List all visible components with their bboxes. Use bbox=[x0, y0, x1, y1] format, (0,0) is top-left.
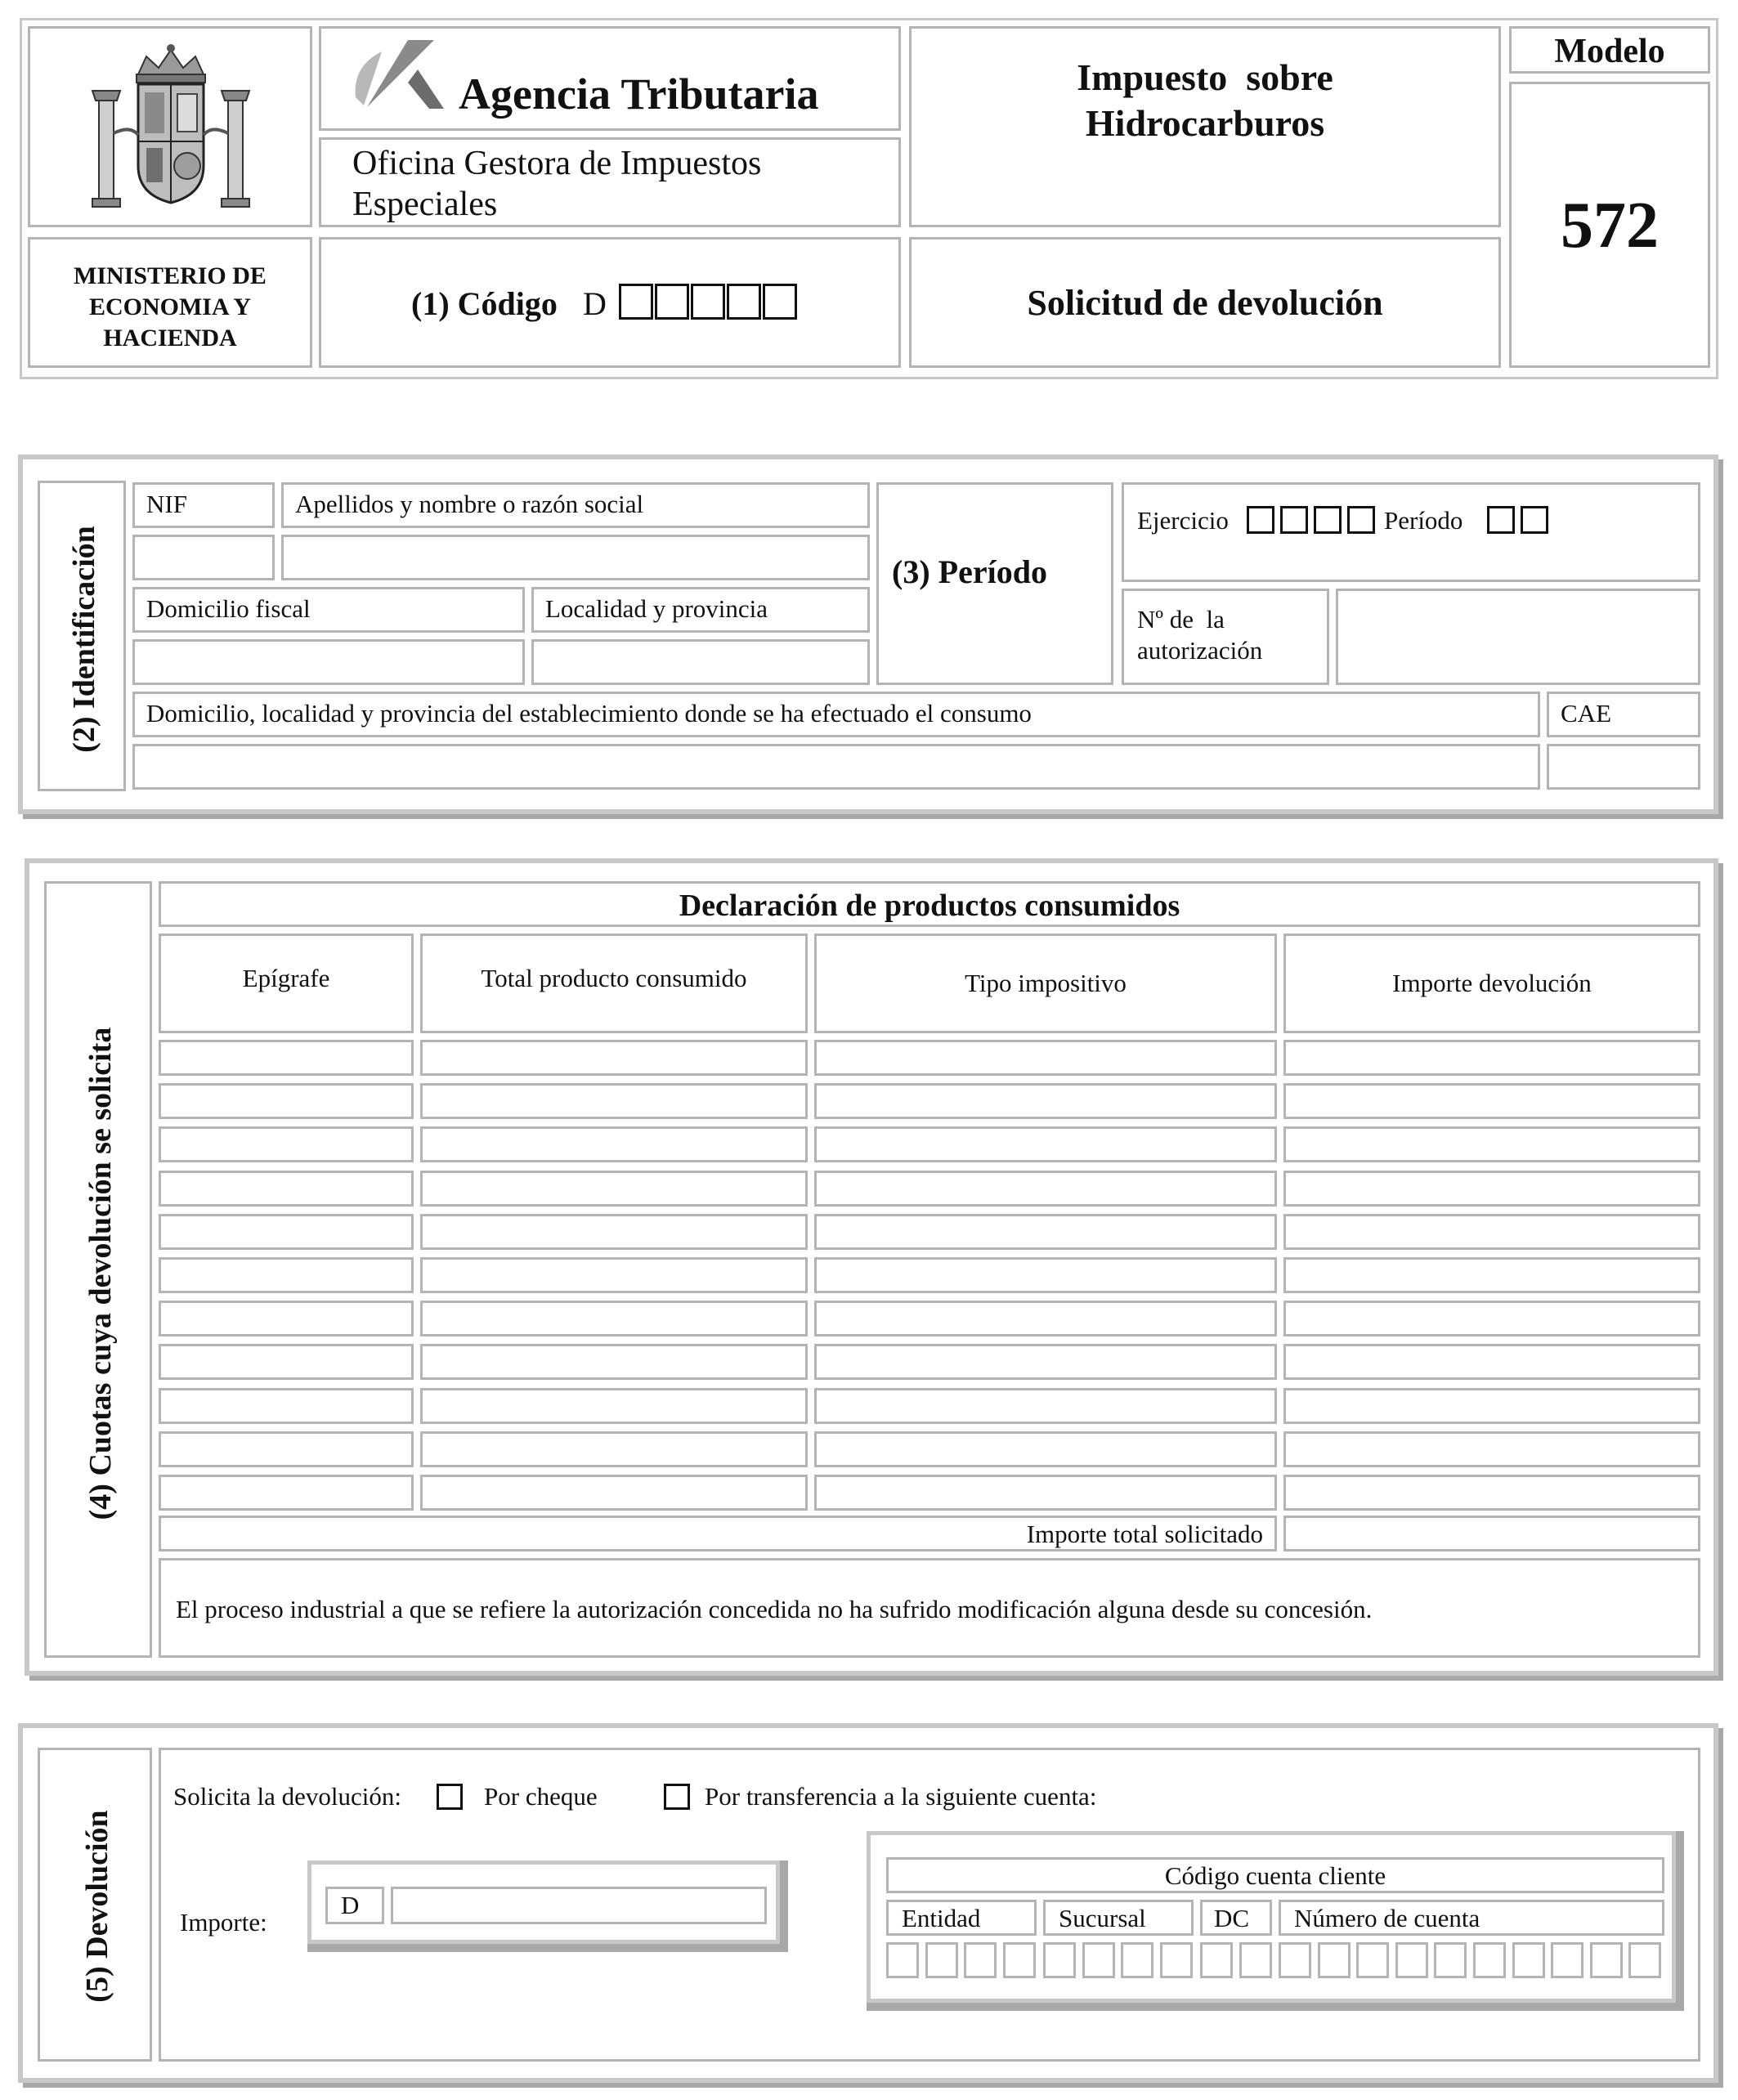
importe-devolucion-input[interactable] bbox=[1283, 1171, 1700, 1207]
tipo-impositivo-input[interactable] bbox=[814, 1431, 1277, 1467]
ccc-entidad-digit[interactable] bbox=[886, 1942, 919, 1978]
form-title-cell bbox=[909, 237, 1501, 368]
ccc-dc-digit[interactable] bbox=[1239, 1942, 1272, 1978]
domicilio-label-cell bbox=[132, 587, 525, 633]
importe-devolucion-input[interactable] bbox=[1283, 1388, 1700, 1424]
localidad-label-cell bbox=[531, 587, 870, 633]
periodo-label: Período bbox=[1384, 506, 1463, 535]
modelo-label-cell bbox=[1509, 26, 1710, 74]
total-producto-input[interactable] bbox=[420, 1388, 808, 1424]
importe-input[interactable] bbox=[391, 1887, 767, 1924]
importe-devolucion-input[interactable] bbox=[1283, 1301, 1700, 1337]
modelo-label: Modelo bbox=[1554, 33, 1665, 70]
ccc-cuenta-digit[interactable] bbox=[1279, 1942, 1311, 1978]
ccc-sucursal-digit[interactable] bbox=[1121, 1942, 1153, 1978]
agency-cell bbox=[319, 26, 901, 131]
total-producto-input[interactable] bbox=[420, 1475, 808, 1511]
importe-devolucion-input[interactable] bbox=[1283, 1475, 1700, 1511]
autorizacion-label-cell bbox=[1122, 589, 1329, 685]
ejercicio-input[interactable] bbox=[1247, 506, 1381, 534]
office-cell bbox=[319, 137, 901, 227]
tipo-impositivo-input[interactable] bbox=[814, 1344, 1277, 1380]
codigo-label: (1) Código bbox=[411, 285, 558, 322]
ejercicio-label: Ejercicio bbox=[1137, 506, 1229, 535]
total-producto-input[interactable] bbox=[420, 1257, 808, 1293]
identificacion-title-cell bbox=[38, 481, 126, 791]
tipo-impositivo-input[interactable] bbox=[814, 1301, 1277, 1337]
importe-devolucion-input[interactable] bbox=[1283, 1083, 1700, 1119]
tipo-impositivo-input[interactable] bbox=[814, 1040, 1277, 1076]
tax-name: Impuesto sobre Hidrocarburos bbox=[1077, 56, 1333, 144]
autorizacion-input[interactable] bbox=[1336, 589, 1700, 685]
cheque-label: Por cheque bbox=[484, 1782, 598, 1811]
cuenta-label-cell: Número de cuenta bbox=[1279, 1900, 1664, 1936]
importe-devolucion-input[interactable] bbox=[1283, 1126, 1700, 1162]
total-label: Importe total solicitado bbox=[1026, 1520, 1263, 1548]
coat-of-arms-cell bbox=[28, 26, 312, 227]
nif-input[interactable] bbox=[132, 535, 275, 580]
tipo-impositivo-input[interactable] bbox=[814, 1257, 1277, 1293]
nif-label: NIF bbox=[146, 490, 187, 518]
ccc-cuenta-digit[interactable] bbox=[1318, 1942, 1351, 1978]
periodo-title: (3) Período bbox=[892, 553, 1047, 590]
ministry-cell bbox=[28, 237, 312, 368]
codigo-input[interactable] bbox=[619, 284, 797, 320]
autorizacion-label: Nº de la autorización bbox=[1137, 605, 1263, 665]
tipo-impositivo-input[interactable] bbox=[814, 1083, 1277, 1119]
name-input[interactable] bbox=[281, 535, 870, 580]
localidad-input[interactable] bbox=[531, 639, 870, 685]
ccc-entidad-digit[interactable] bbox=[1003, 1942, 1036, 1978]
localidad-label: Localidad y provincia bbox=[545, 594, 768, 623]
dc-label-cell: DC bbox=[1200, 1900, 1272, 1936]
importe-devolucion-input[interactable] bbox=[1283, 1214, 1700, 1250]
epigrafe-input[interactable] bbox=[159, 1257, 414, 1293]
ccc-cuenta-digit[interactable] bbox=[1551, 1942, 1583, 1978]
declaration-text: El proceso industrial a que se refiere la autorización concedida no ha sufrido modificación alguna desde su concesión. bbox=[176, 1595, 1373, 1623]
cuotas-title: (4) Cuotas cuya devolución se solicita bbox=[83, 1027, 118, 1520]
ejercicio-cell bbox=[1122, 482, 1700, 582]
modelo-number-cell bbox=[1509, 82, 1710, 368]
total-producto-input[interactable] bbox=[420, 1083, 808, 1119]
total-producto-input[interactable] bbox=[420, 1214, 808, 1250]
name-label: Apellidos y nombre o razón social bbox=[295, 490, 644, 518]
declaracion-title-cell bbox=[159, 881, 1700, 927]
ccc-cuenta-digit[interactable] bbox=[1512, 1942, 1545, 1978]
ccc-cuenta-digit[interactable] bbox=[1356, 1942, 1389, 1978]
tipo-impositivo-input[interactable] bbox=[814, 1475, 1277, 1511]
periodo-input[interactable] bbox=[1487, 506, 1554, 534]
importe-devolucion-input[interactable] bbox=[1283, 1344, 1700, 1380]
form-title: Solicitud de devolución bbox=[1027, 283, 1383, 323]
establecimiento-label: Domicilio, localidad y provincia del establecimiento donde se ha efectuado el consumo bbox=[146, 699, 1032, 728]
total-producto-input[interactable] bbox=[420, 1344, 808, 1380]
importe-devolucion-input[interactable] bbox=[1283, 1431, 1700, 1467]
epigrafe-input[interactable] bbox=[159, 1214, 414, 1250]
tipo-impositivo-input[interactable] bbox=[814, 1388, 1277, 1424]
ccc-entidad-digit[interactable] bbox=[925, 1942, 958, 1978]
domicilio-label: Domicilio fiscal bbox=[146, 594, 311, 623]
solicita-label: Solicita la devolución: bbox=[173, 1782, 401, 1811]
transferencia-checkbox[interactable] bbox=[664, 1784, 690, 1810]
importe-devolucion-input[interactable] bbox=[1283, 1040, 1700, 1076]
total-producto-input[interactable] bbox=[420, 1301, 808, 1337]
declaracion-title: Declaración de productos consumidos bbox=[679, 889, 1180, 923]
periodo-title-cell bbox=[876, 482, 1113, 685]
epigrafe-input[interactable] bbox=[159, 1475, 414, 1511]
epigrafe-input[interactable] bbox=[159, 1388, 414, 1424]
epigrafe-input[interactable] bbox=[159, 1083, 414, 1119]
cae-label-cell bbox=[1547, 692, 1700, 737]
column-header-tipo-impositivo: Tipo impositivo bbox=[814, 934, 1277, 1033]
total-label-cell bbox=[159, 1516, 1277, 1551]
sucursal-label-cell: Sucursal bbox=[1043, 1900, 1194, 1936]
ccc-cuenta-digit[interactable] bbox=[1434, 1942, 1467, 1978]
epigrafe-input[interactable] bbox=[159, 1126, 414, 1162]
ccc-title-cell bbox=[886, 1857, 1664, 1893]
total-input[interactable] bbox=[1283, 1516, 1700, 1551]
cuotas-title-cell bbox=[44, 881, 152, 1658]
office-name: Oficina Gestora de Impuestos Especiales bbox=[352, 145, 762, 223]
column-header-epigrafe: Epígrafe bbox=[159, 934, 414, 1033]
epigrafe-input[interactable] bbox=[159, 1171, 414, 1207]
establecimiento-label-cell bbox=[132, 692, 1540, 737]
total-producto-input[interactable] bbox=[420, 1040, 808, 1076]
establecimiento-input[interactable] bbox=[132, 744, 1540, 790]
devolucion-title: (5) Devolución bbox=[80, 1810, 114, 2003]
epigrafe-input[interactable] bbox=[159, 1431, 414, 1467]
tipo-impositivo-input[interactable] bbox=[814, 1171, 1277, 1207]
cheque-checkbox[interactable] bbox=[437, 1784, 463, 1810]
column-header-importe-devolucion: Importe devolución bbox=[1283, 934, 1700, 1033]
ccc-cuenta-digit[interactable] bbox=[1473, 1942, 1506, 1978]
devolucion-title-cell bbox=[38, 1748, 152, 2062]
ccc-cuenta-digit[interactable] bbox=[1395, 1942, 1428, 1978]
tipo-impositivo-input[interactable] bbox=[814, 1126, 1277, 1162]
ccc-title: Código cuenta cliente bbox=[1164, 1861, 1386, 1890]
codigo-prefix: D bbox=[583, 285, 607, 322]
ccc-sucursal-digit[interactable] bbox=[1160, 1942, 1193, 1978]
ccc-dc-digit[interactable] bbox=[1200, 1942, 1233, 1978]
cae-label: CAE bbox=[1561, 699, 1611, 728]
nif-label-cell bbox=[132, 482, 275, 528]
epigrafe-input[interactable] bbox=[159, 1301, 414, 1337]
cae-input[interactable] bbox=[1547, 744, 1700, 790]
total-producto-input[interactable] bbox=[420, 1431, 808, 1467]
ministry-name: MINISTERIO DE ECONOMIA Y HACIENDA bbox=[74, 262, 267, 351]
ccc-sucursal-digit[interactable] bbox=[1043, 1942, 1076, 1978]
tax-name-cell bbox=[909, 26, 1501, 227]
epigrafe-input[interactable] bbox=[159, 1344, 414, 1380]
identificacion-title: (2) Identificación bbox=[67, 526, 101, 753]
name-label-cell bbox=[281, 482, 870, 528]
total-producto-input[interactable] bbox=[420, 1126, 808, 1162]
entidad-label-cell: Entidad bbox=[886, 1900, 1037, 1936]
ccc-cuenta-digit[interactable] bbox=[1628, 1942, 1661, 1978]
tipo-impositivo-input[interactable] bbox=[814, 1214, 1277, 1250]
epigrafe-input[interactable] bbox=[159, 1040, 414, 1076]
ccc-cuenta-digit[interactable] bbox=[1590, 1942, 1623, 1978]
codigo-cell bbox=[319, 237, 901, 368]
column-header-total-producto: Total producto consumido bbox=[420, 934, 808, 1033]
ccc-sucursal-digit[interactable] bbox=[1082, 1942, 1115, 1978]
ccc-entidad-digit[interactable] bbox=[964, 1942, 997, 1978]
importe-label: Importe: bbox=[180, 1908, 267, 1937]
declaration-cell bbox=[159, 1558, 1700, 1658]
importe-prefix-cell: D bbox=[325, 1887, 384, 1924]
importe-devolucion-input[interactable] bbox=[1283, 1257, 1700, 1293]
agencia-tributaria-logo-icon bbox=[351, 34, 449, 115]
coat-of-arms-icon bbox=[81, 43, 261, 215]
total-producto-input[interactable] bbox=[420, 1171, 808, 1207]
domicilio-input[interactable] bbox=[132, 639, 525, 685]
modelo-number: 572 bbox=[1561, 190, 1659, 262]
agency-name: Agencia Tributaria bbox=[459, 69, 819, 119]
transferencia-label: Por transferencia a la siguiente cuenta: bbox=[705, 1782, 1097, 1811]
